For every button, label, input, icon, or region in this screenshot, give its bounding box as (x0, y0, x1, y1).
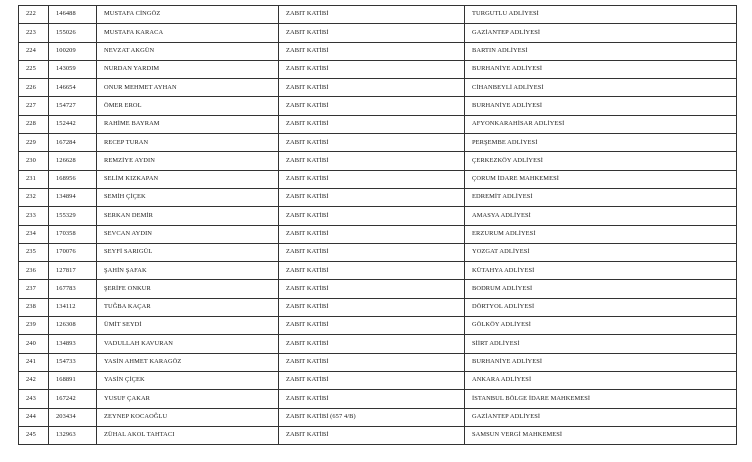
table-row (19, 207, 737, 225)
job-title-cell: ZABIT KATİBİ (279, 353, 465, 371)
full-name-cell: SERKAN DEMİR (97, 207, 279, 225)
registry-number-cell: 170076 (49, 243, 97, 261)
table-row (19, 60, 737, 78)
row-number-cell: 224 (19, 42, 49, 60)
table-row (19, 243, 737, 261)
job-title-cell: ZABIT KATİBİ (279, 426, 465, 444)
table-row (19, 170, 737, 188)
row-number-cell: 240 (19, 335, 49, 353)
table-row (19, 280, 737, 298)
table-row (19, 188, 737, 206)
row-number-cell: 230 (19, 152, 49, 170)
registry-number-cell: 168956 (49, 170, 97, 188)
table-row (19, 6, 737, 24)
table-row (19, 408, 737, 426)
registry-number-cell: 100209 (49, 42, 97, 60)
assigned-court-cell: PERŞEMBE ADLİYESİ (465, 134, 737, 152)
full-name-cell: ZÜHAL AKOL TAHTACI (97, 426, 279, 444)
registry-number-cell: 146488 (49, 6, 97, 24)
assigned-court-cell: DÖRTYOL ADLİYESİ (465, 298, 737, 316)
full-name-cell: SEVCAN AYDIN (97, 225, 279, 243)
job-title-cell: ZABIT KATİBİ (279, 335, 465, 353)
full-name-cell: NEVZAT AKGÜN (97, 42, 279, 60)
table-row (19, 134, 737, 152)
registry-number-cell: 167284 (49, 134, 97, 152)
table-row (19, 42, 737, 60)
table-row (19, 262, 737, 280)
table-row (19, 79, 737, 97)
row-number-cell: 245 (19, 426, 49, 444)
job-title-cell: ZABIT KATİBİ (279, 6, 465, 24)
row-number-cell: 225 (19, 60, 49, 78)
full-name-cell: RECEP TURAN (97, 134, 279, 152)
full-name-cell: VADULLAH KAVURAN (97, 335, 279, 353)
registry-number-cell: 126628 (49, 152, 97, 170)
job-title-cell: ZABIT KATİBİ (279, 188, 465, 206)
job-title-cell: ZABIT KATİBİ (279, 79, 465, 97)
assigned-court-cell: GAZİANTEP ADLİYESİ (465, 24, 737, 42)
job-title-cell: ZABIT KATİBİ (279, 97, 465, 115)
full-name-cell: SEMİH ÇİÇEK (97, 188, 279, 206)
row-number-cell: 231 (19, 170, 49, 188)
job-title-cell: ZABIT KATİBİ (279, 24, 465, 42)
row-number-cell: 227 (19, 97, 49, 115)
row-number-cell: 226 (19, 79, 49, 97)
row-number-cell: 237 (19, 280, 49, 298)
table-row (19, 335, 737, 353)
full-name-cell: YUSUF ÇAKAR (97, 390, 279, 408)
table-row (19, 152, 737, 170)
job-title-cell: ZABIT KATİBİ (279, 280, 465, 298)
table-row (19, 426, 737, 444)
job-title-cell: ZABIT KATİBİ (279, 225, 465, 243)
assigned-court-cell: ÇORUM İDARE MAHKEMESİ (465, 170, 737, 188)
assigned-court-cell: BURHANİYE ADLİYESİ (465, 97, 737, 115)
registry-number-cell: 203434 (49, 408, 97, 426)
job-title-cell: ZABIT KATİBİ (657 4/B) (279, 408, 465, 426)
registry-number-cell: 152442 (49, 115, 97, 133)
row-number-cell: 239 (19, 317, 49, 335)
full-name-cell: YASİN AHMET KARAGÖZ (97, 353, 279, 371)
table-row (19, 317, 737, 335)
job-title-cell: ZABIT KATİBİ (279, 134, 465, 152)
full-name-cell: MUSTAFA CİNGÖZ (97, 6, 279, 24)
assigned-court-cell: CİHANBEYLİ ADLİYESİ (465, 79, 737, 97)
table-row (19, 97, 737, 115)
assigned-court-cell: BARTIN ADLİYESİ (465, 42, 737, 60)
row-number-cell: 235 (19, 243, 49, 261)
full-name-cell: ŞAHİN ŞAFAK (97, 262, 279, 280)
assigned-court-cell: ÇERKEZKÖY ADLİYESİ (465, 152, 737, 170)
assigned-court-cell: SİİRT ADLİYESİ (465, 335, 737, 353)
full-name-cell: MUSTAFA KARACA (97, 24, 279, 42)
job-title-cell: ZABIT KATİBİ (279, 115, 465, 133)
assigned-court-cell: TURGUTLU ADLİYESİ (465, 6, 737, 24)
registry-number-cell: 132963 (49, 426, 97, 444)
registry-number-cell: 170358 (49, 225, 97, 243)
job-title-cell: ZABIT KATİBİ (279, 243, 465, 261)
job-title-cell: ZABIT KATİBİ (279, 262, 465, 280)
table-row (19, 353, 737, 371)
full-name-cell: SEYFİ SARIGÜL (97, 243, 279, 261)
job-title-cell: ZABIT KATİBİ (279, 60, 465, 78)
table-row (19, 371, 737, 389)
full-name-cell: NURDAN YARDIM (97, 60, 279, 78)
job-title-cell: ZABIT KATİBİ (279, 317, 465, 335)
assigned-court-cell: ERZURUM ADLİYESİ (465, 225, 737, 243)
full-name-cell: ŞERİFE ONKUR (97, 280, 279, 298)
registry-number-cell: 134112 (49, 298, 97, 316)
registry-number-cell: 154733 (49, 353, 97, 371)
full-name-cell: ZEYNEP KOCAOĞLU (97, 408, 279, 426)
row-number-cell: 242 (19, 371, 49, 389)
assigned-court-cell: GÖLKÖY ADLİYESİ (465, 317, 737, 335)
row-number-cell: 244 (19, 408, 49, 426)
row-number-cell: 229 (19, 134, 49, 152)
full-name-cell: REMZİYE AYDIN (97, 152, 279, 170)
assigned-court-cell: AFYONKARAHİSAR ADLİYESİ (465, 115, 737, 133)
row-number-cell: 222 (19, 6, 49, 24)
full-name-cell: RAHİME BAYRAM (97, 115, 279, 133)
registry-number-cell: 155329 (49, 207, 97, 225)
job-title-cell: ZABIT KATİBİ (279, 390, 465, 408)
job-title-cell: ZABIT KATİBİ (279, 207, 465, 225)
row-number-cell: 233 (19, 207, 49, 225)
row-number-cell: 236 (19, 262, 49, 280)
row-number-cell: 241 (19, 353, 49, 371)
assigned-court-cell: GAZİANTEP ADLİYESİ (465, 408, 737, 426)
full-name-cell: ÖMER EROL (97, 97, 279, 115)
registry-number-cell: 146654 (49, 79, 97, 97)
assigned-court-cell: YOZGAT ADLİYESİ (465, 243, 737, 261)
assigned-court-cell: KÜTAHYA ADLİYESİ (465, 262, 737, 280)
assigned-court-cell: SAMSUN VERGİ MAHKEMESİ (465, 426, 737, 444)
full-name-cell: SELİM KIZKAPAN (97, 170, 279, 188)
row-number-cell: 228 (19, 115, 49, 133)
table-row (19, 115, 737, 133)
table-row (19, 298, 737, 316)
assigned-court-cell: BURHANİYE ADLİYESİ (465, 353, 737, 371)
assigned-court-cell: ANKARA ADLİYESİ (465, 371, 737, 389)
registry-number-cell: 155026 (49, 24, 97, 42)
registry-number-cell: 167783 (49, 280, 97, 298)
row-number-cell: 223 (19, 24, 49, 42)
full-name-cell: ÜMİT SEYDİ (97, 317, 279, 335)
registry-number-cell: 134894 (49, 188, 97, 206)
registry-number-cell: 168891 (49, 371, 97, 389)
registry-number-cell: 154727 (49, 97, 97, 115)
assigned-court-cell: BODRUM ADLİYESİ (465, 280, 737, 298)
job-title-cell: ZABIT KATİBİ (279, 170, 465, 188)
job-title-cell: ZABIT KATİBİ (279, 42, 465, 60)
registry-number-cell: 127817 (49, 262, 97, 280)
personnel-table (18, 5, 737, 445)
assigned-court-cell: AMASYA ADLİYESİ (465, 207, 737, 225)
assigned-court-cell: İSTANBUL BÖLGE İDARE MAHKEMESİ (465, 390, 737, 408)
row-number-cell: 234 (19, 225, 49, 243)
registry-number-cell: 143059 (49, 60, 97, 78)
table-row (19, 225, 737, 243)
row-number-cell: 238 (19, 298, 49, 316)
table-row (19, 24, 737, 42)
row-number-cell: 243 (19, 390, 49, 408)
job-title-cell: ZABIT KATİBİ (279, 152, 465, 170)
job-title-cell: ZABIT KATİBİ (279, 371, 465, 389)
registry-number-cell: 167242 (49, 390, 97, 408)
table-row (19, 390, 737, 408)
table-body (19, 6, 737, 445)
assigned-court-cell: BURHANİYE ADLİYESİ (465, 60, 737, 78)
full-name-cell: ONUR MEHMET AYHAN (97, 79, 279, 97)
full-name-cell: YASİN ÇİÇEK (97, 371, 279, 389)
registry-number-cell: 134893 (49, 335, 97, 353)
full-name-cell: TUĞBA KAÇAR (97, 298, 279, 316)
job-title-cell: ZABIT KATİBİ (279, 298, 465, 316)
assigned-court-cell: EDREMİT ADLİYESİ (465, 188, 737, 206)
row-number-cell: 232 (19, 188, 49, 206)
registry-number-cell: 126308 (49, 317, 97, 335)
